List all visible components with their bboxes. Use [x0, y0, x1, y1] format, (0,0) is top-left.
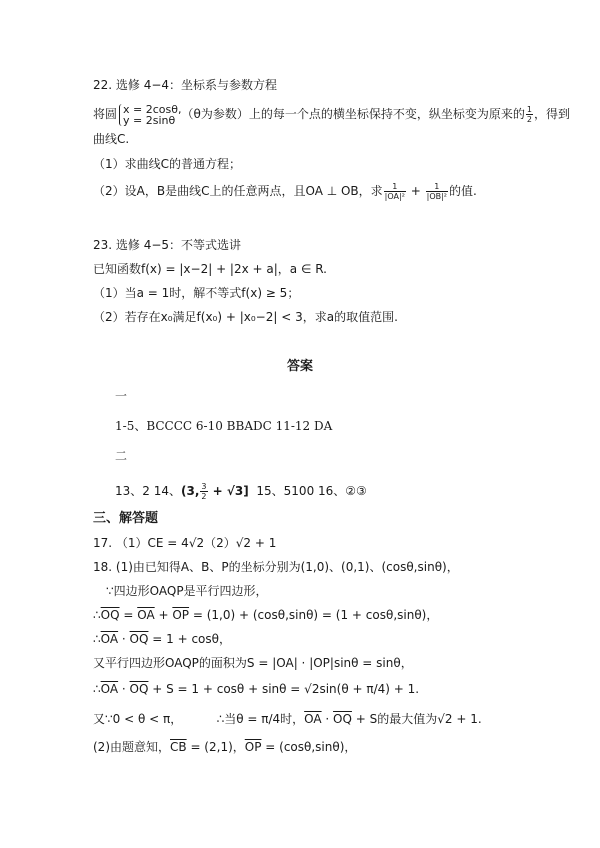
answer-18-line1: 18. (1)由已知得A、B、P的坐标分别为(1,0)、(0,1)、(cosθ,sinθ)， [93, 560, 459, 574]
fill-answers: 13、2 14、(3, $\frac{3}{2}$ + √3] 15、5100 16、②③ [115, 482, 367, 501]
q23-part2: （2）若存在x₀满足f(x₀) + |x₀−2| < 3，求a的取值范围. [93, 310, 398, 324]
q22-part1: （1）求曲线C的普通方程； [93, 157, 242, 171]
answer-18-line3: $\therefore\overline{OQ} = \overline{OA} + \overline{OP} = (1,0) + (\cos\theta,\sin\theta) = (1 + \cos\theta,\sin\theta)$， [93, 608, 439, 622]
answer-18-line2: ∵四边形OAQP是平行四边形， [106, 584, 268, 598]
answer-18-line4: $\therefore\overline{OA} \cdot \overline{OQ} = 1 + \cos\theta$， [93, 632, 231, 646]
q23-title: 23. 选修 4−5：不等式选讲 [93, 238, 242, 252]
section-two: 二 [115, 449, 128, 463]
answer-18-line6: $\therefore\overline{OA} \cdot \overline{OQ} + S = 1 + \cos\theta + \sin\theta = √2\sin(\theta + \pi/4) + 1$. [93, 682, 420, 696]
answers-heading: 答案 [286, 359, 313, 374]
answer-18-line7: 又∵0 < θ < π， ∴当θ = π/4时，$\overline{OA} \cdot \overline{OQ} + S$的最大值为√2 + 1. [93, 712, 482, 726]
q22-title: 22. 选修 4−4：坐标系与参数方程 [93, 78, 278, 92]
q23-part1: （1）当a = 1时，解不等式f(x) ≥ 5； [93, 286, 300, 300]
answer-18-line5: 又平行四边形OAQP的面积为S = |OA| · |OP|sinθ = sinθ， [93, 656, 413, 670]
choice-answers: 1-5、BCCCC 6-10 BBADC 11-12 DA [115, 419, 333, 433]
q22-intro: 将圆 x = 2cosθ, y = 2sinθ （θ为参数）上的每一个点的横坐标保持不变，纵坐标变为原来的 $\frac{1}{2}$ ，得到 [93, 102, 570, 127]
param-system: x = 2cosθ, y = 2sinθ [119, 104, 181, 126]
section-one: 一 [115, 389, 128, 403]
q23-intro: 已知函数f(x) = |x−2| + |2x + a|，a ∈ R. [93, 262, 327, 276]
answer-17: 17. （1）CE = 4√2（2）√2 + 1 [93, 536, 277, 550]
section-three: 三、解答题 [93, 511, 159, 526]
q22-line2: 曲线C. [93, 132, 130, 146]
q22-part2: （2）设A，B是曲线C上的任意两点，且OA ⊥ OB，求 $\frac{1}{\text{|OA|²}}$ + $\frac{1}{\text{|OB|²}}$ 的值. [93, 182, 477, 201]
answer-18-line8: (2)由题意知，$\overline{CB} = (2,1)$，$\overline{OP} = (\cos\theta,\sin\theta)$， [93, 740, 357, 754]
half-fraction: $\frac{1}{2}$ [526, 105, 532, 124]
